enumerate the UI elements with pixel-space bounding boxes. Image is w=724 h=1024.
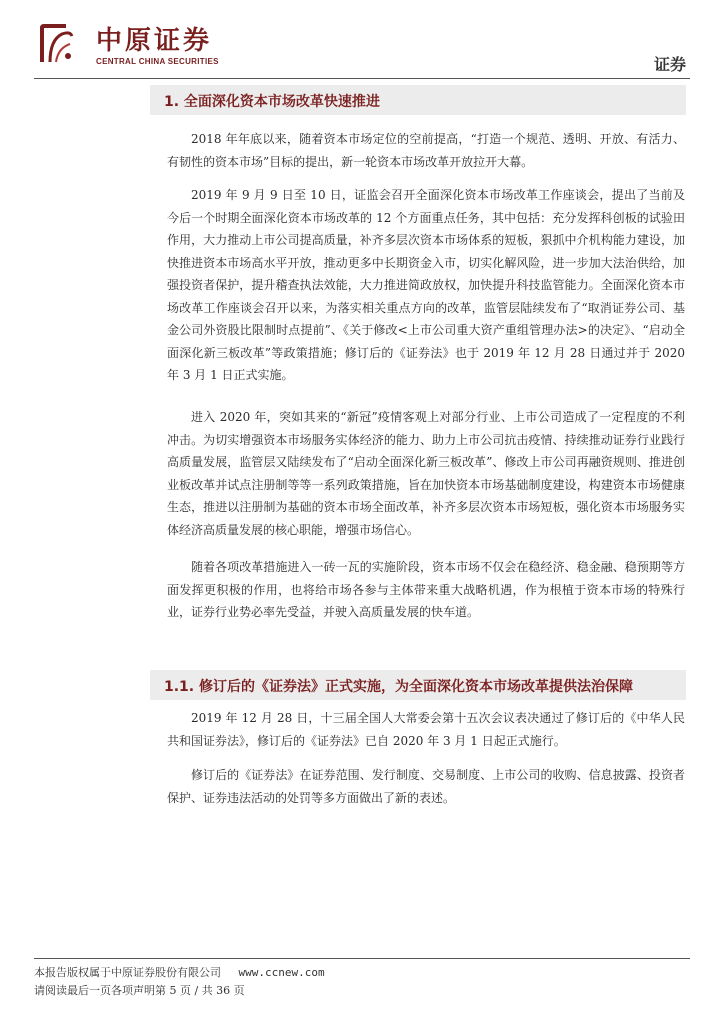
paragraph-6: 修订后的《证券法》在证券范围、发行制度、交易制度、上市公司的收购、信息披露、投资者保护、证券违法活动的处罚等多方面做出了新的表述。 [167,768,685,805]
paragraph-3: 进入 2020 年，突如其来的“新冠”疫情客观上对部分行业、上市公司造成了一定程度的不利冲击。为切实增强资本市场服务实体经济的能力、助力上市公司抗击疫情、持续推动证券行业践行高质量发展，监管层又陆续发布了“启动全面深化新三板改革”、修改上市公司再融资规则、推进创业板改革并试点注册制等等一系列政策措施，旨在加快资本市场基础制度建设，构建资本市场健康生态，推进以注册制为基础的资本市场全面改革，补齐多层次资本市场短板，强化资本市场服务实体经济高质量发展的核心职能，增强市场信心。 [167,410,685,537]
brand-name-en: CENTRAL CHINA SECURITIES [96,57,219,66]
header-divider [34,78,690,79]
footer-page-note: 请阅读最后一页各项声明第 5 页 / 共 36 页 [34,984,245,997]
paragraph-1: 2018 年年底以来，随着资本市场定位的空前提高，“打造一个规范、透明、开放、有活力、有韧性的资本市场”目标的提出，新一轮资本市场改革开放拉开大幕。 [167,132,685,169]
section-heading-1-1-text: 1.1. 修订后的《证券法》正式实施，为全面深化资本市场改革提供法治保障 [164,679,633,695]
section-heading-1-text: 1. 全面深化资本市场改革快速推进 [164,94,380,110]
section-heading-1-1 [150,670,686,700]
footer-divider [34,958,690,959]
paragraph-4: 随着各项改革措施进入一砖一瓦的实施阶段，资本市场不仅会在稳经济、稳金融、稳预期等方面发挥更积极的作用，也将给市场各参与主体带来重大战略机遇，作为根植于资本市场的特殊行业，证券行业势必率先受益，并驶入高质量发展的快车道。 [167,560,685,619]
company-logo-icon [40,24,74,64]
brand-name-cn: 中原证券 [96,26,213,56]
section-heading-1 [150,85,686,115]
footer-copyright-line [34,964,694,982]
report-section-label: 证券 [653,55,686,74]
paragraph-5: 2019 年 12 月 28 日，十三届全国人大常委会第十五次会议表决通过了修订后的《中华人民共和国证券法》，修订后的《证券法》已自 2020 年 3 月 1 日起正式施行。 [167,711,685,748]
page-header [0,0,724,80]
footer-copyright: 本报告版权属于中原证券股份有限公司 [34,966,221,979]
paragraph-2: 2019 年 9 月 9 日至 10 日，证监会召开全面深化资本市场改革工作座谈会，提出了当前及今后一个时期全面深化资本市场改革的 12 个方面重点任务，其中包括：充分发挥科创板的试验田作用，大力推动上市公司提高质量，补齐多层次资本市场体系的短板，狠抓中介机构能力建设，加快推进资本市场高水平开放，推动更多中长期资金入市，切实化解风险，进一步加大法治供给，加强投资者保护，提升稽查执法效能，大力推进简政放权，加快提升科技监管能力。全面深化资本市场改革工作座谈会召开以来，为落实相关重点方向的改革，监管层陆续发布了“取消证券公司、基金公司外资股比限制时点提前”、《关于修改<上市公司重大资产重组管理办法>的决定》、“启动全面深化新三板改革”等政策措施；修订后的《证券法》也于 2019 年 12 月 28 日通过并于 2020 年 3 月 1 日正式实施。 [167,188,685,382]
footer-website-link[interactable]: www.ccnew.com [238,966,325,979]
